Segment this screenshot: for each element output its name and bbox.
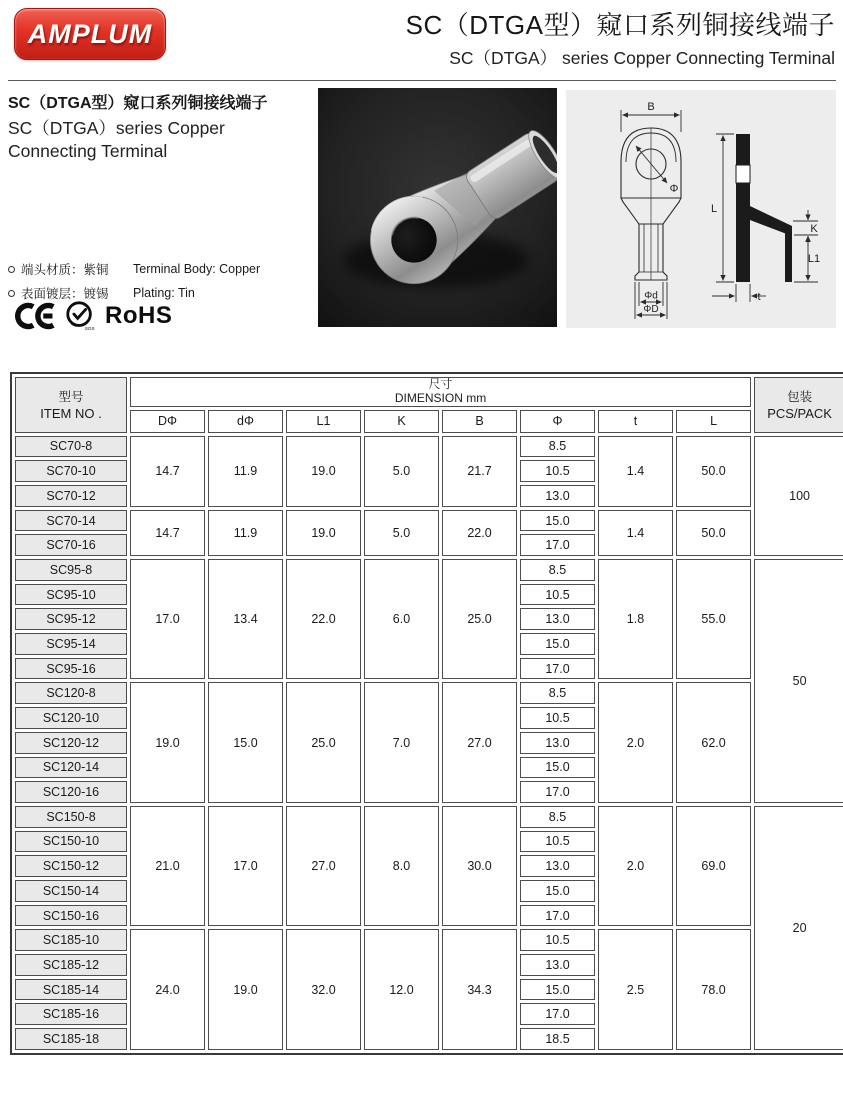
spec-zh: 端头材质：紫铜 xyxy=(21,263,109,277)
phi-cell: 10.5 xyxy=(520,460,595,482)
item-no-cell: SC70-14 xyxy=(15,510,127,532)
col-header-t: t xyxy=(598,410,673,433)
dimension-cell: 22.0 xyxy=(442,510,517,556)
phi-cell: 18.5 xyxy=(520,1028,595,1050)
dim-label-L1: L1 xyxy=(807,253,821,265)
spec-line-body xyxy=(8,260,308,278)
item-no-cell: SC150-14 xyxy=(15,880,127,902)
phi-cell: 15.0 xyxy=(520,633,595,655)
dimension-cell: 30.0 xyxy=(442,806,517,926)
ring-bullet-icon xyxy=(8,266,15,273)
spec-en: Plating: Tin xyxy=(133,286,195,300)
dimension-cell: 14.7 xyxy=(130,510,205,556)
phi-cell: 17.0 xyxy=(520,905,595,927)
col-header-dim-en: DIMENSION mm xyxy=(394,390,487,405)
col-header-L: L xyxy=(676,410,751,433)
item-no-cell: SC95-8 xyxy=(15,559,127,581)
product-photo xyxy=(318,88,557,327)
pack-cell: 100 xyxy=(754,436,843,556)
col-header-pack-zh: 包装 xyxy=(787,389,813,404)
table-row xyxy=(15,929,843,951)
dimension-cell: 34.3 xyxy=(442,929,517,1049)
spec-zh: 表面镀层：镀锡 xyxy=(21,287,109,301)
col-header-dphi: dΦ xyxy=(208,410,283,433)
phi-cell: 17.0 xyxy=(520,534,595,556)
item-no-cell: SC95-12 xyxy=(15,608,127,630)
thickness-cell: 1.8 xyxy=(598,559,673,679)
phi-cell: 10.5 xyxy=(520,707,595,729)
dimension-cell: 11.9 xyxy=(208,510,283,556)
length-cell: 55.0 xyxy=(676,559,751,679)
page-title-en: SC（DTGA） series Copper Connecting Terminal xyxy=(449,48,835,68)
dim-label-phiD: ΦD xyxy=(643,304,659,315)
col-header-pack xyxy=(754,377,843,433)
dimension-cell: 13.4 xyxy=(208,559,283,679)
item-no-cell: SC95-10 xyxy=(15,584,127,606)
dimension-cell: 27.0 xyxy=(286,806,361,926)
table-row xyxy=(15,682,843,704)
phi-cell: 10.5 xyxy=(520,584,595,606)
col-header-dim-zh: 尺寸 xyxy=(428,377,453,391)
dimension-cell: 21.7 xyxy=(442,436,517,507)
dimension-cell: 17.0 xyxy=(208,806,283,926)
thickness-cell: 2.0 xyxy=(598,806,673,926)
item-no-cell: SC70-8 xyxy=(15,436,127,458)
col-header-dimension xyxy=(130,377,751,407)
length-cell: 62.0 xyxy=(676,682,751,802)
dim-label-phid: Φd xyxy=(644,290,658,302)
dimension-cell: 21.0 xyxy=(130,806,205,926)
col-header-K: K xyxy=(364,410,439,433)
phi-cell: 15.0 xyxy=(520,880,595,902)
thickness-cell: 1.4 xyxy=(598,436,673,507)
item-no-cell: SC150-12 xyxy=(15,855,127,877)
pack-cell: 50 xyxy=(754,559,843,803)
dimension-cell: 25.0 xyxy=(442,559,517,679)
item-no-cell: SC185-10 xyxy=(15,929,127,951)
item-no-cell: SC120-10 xyxy=(15,707,127,729)
table-row xyxy=(15,436,843,458)
item-no-cell: SC150-16 xyxy=(15,905,127,927)
ring-bullet-icon xyxy=(8,290,15,297)
technical-diagram xyxy=(566,90,836,328)
dimension-cell: 24.0 xyxy=(130,929,205,1049)
product-name-en: SC（DTGA）series Copper Connecting Terminal xyxy=(8,118,225,161)
thickness-cell: 1.4 xyxy=(598,510,673,556)
product-name-zh: SC（DTGA型）窥口系列铜接线端子 xyxy=(8,95,268,112)
col-header-L1: L1 xyxy=(286,410,361,433)
dimension-cell: 6.0 xyxy=(364,559,439,679)
dimension-cell: 22.0 xyxy=(286,559,361,679)
item-no-cell: SC120-16 xyxy=(15,781,127,803)
item-no-cell: SC120-12 xyxy=(15,732,127,754)
item-no-cell: SC185-16 xyxy=(15,1003,127,1025)
dim-label-K: K xyxy=(810,223,818,235)
dimension-drawing xyxy=(566,90,836,328)
dim-label-L: L xyxy=(710,203,718,215)
header-divider xyxy=(8,80,836,81)
phi-cell: 15.0 xyxy=(520,757,595,779)
terminal-photo-illustration xyxy=(318,88,557,327)
length-cell: 78.0 xyxy=(676,929,751,1049)
table-row xyxy=(15,510,843,532)
pack-cell: 20 xyxy=(754,806,843,1050)
phi-cell: 13.0 xyxy=(520,485,595,507)
phi-cell: 17.0 xyxy=(520,1003,595,1025)
dim-label-B: B xyxy=(647,101,655,113)
phi-cell: 8.5 xyxy=(520,806,595,828)
dimension-cell: 12.0 xyxy=(364,929,439,1049)
phi-cell: 10.5 xyxy=(520,929,595,951)
dimension-cell: 19.0 xyxy=(286,510,361,556)
length-cell: 69.0 xyxy=(676,806,751,926)
dimension-cell: 27.0 xyxy=(442,682,517,802)
item-no-cell: SC120-14 xyxy=(15,757,127,779)
phi-cell: 8.5 xyxy=(520,436,595,458)
item-no-cell: SC95-14 xyxy=(15,633,127,655)
col-header-B: B xyxy=(442,410,517,433)
phi-cell: 10.5 xyxy=(520,831,595,853)
item-no-cell: SC150-8 xyxy=(15,806,127,828)
phi-cell: 13.0 xyxy=(520,855,595,877)
item-no-cell: SC95-16 xyxy=(15,658,127,680)
sgs-label: SGS xyxy=(84,326,95,332)
item-no-cell: SC70-12 xyxy=(15,485,127,507)
phi-cell: 13.0 xyxy=(520,732,595,754)
page-header xyxy=(406,5,835,70)
table-row xyxy=(15,806,843,828)
brand-logo xyxy=(14,8,166,60)
dimension-cell: 5.0 xyxy=(364,510,439,556)
col-header-item xyxy=(15,377,127,433)
dimension-cell: 19.0 xyxy=(130,682,205,802)
item-no-cell: SC120-8 xyxy=(15,682,127,704)
length-cell: 50.0 xyxy=(676,510,751,556)
phi-cell: 15.0 xyxy=(520,979,595,1001)
length-cell: 50.0 xyxy=(676,436,751,507)
dimension-cell: 8.0 xyxy=(364,806,439,926)
certification-row xyxy=(8,300,172,332)
brand-logo-text: AMPLUM xyxy=(27,18,153,49)
item-no-cell: SC150-10 xyxy=(15,831,127,853)
dimension-cell: 19.0 xyxy=(208,929,283,1049)
spec-en: Terminal Body: Copper xyxy=(133,262,261,276)
phi-cell: 13.0 xyxy=(520,608,595,630)
dimension-cell: 25.0 xyxy=(286,682,361,802)
thickness-cell: 2.5 xyxy=(598,929,673,1049)
dimension-cell: 5.0 xyxy=(364,436,439,507)
sgs-cert-icon xyxy=(64,300,96,332)
col-header-pack-en: PCS/PACK xyxy=(767,406,832,422)
page-title-zh: SC（DTGA型）窥口系列铜接线端子 xyxy=(405,10,835,40)
dimension-cell: 11.9 xyxy=(208,436,283,507)
dim-label-t: t xyxy=(757,291,761,303)
dimension-cell: 7.0 xyxy=(364,682,439,802)
phi-cell: 17.0 xyxy=(520,781,595,803)
dimension-cell: 15.0 xyxy=(208,682,283,802)
dimension-cell: 17.0 xyxy=(130,559,205,679)
item-no-cell: SC185-12 xyxy=(15,954,127,976)
product-intro xyxy=(8,90,308,163)
col-header-Dphi: DΦ xyxy=(130,410,205,433)
col-header-item-en: ITEM NO . xyxy=(40,406,102,422)
dimension-cell: 14.7 xyxy=(130,436,205,507)
col-header-phi: Φ xyxy=(520,410,595,433)
spec-table-body xyxy=(15,436,843,1050)
phi-cell: 15.0 xyxy=(520,510,595,532)
table-row xyxy=(15,559,843,581)
item-no-cell: SC185-18 xyxy=(15,1028,127,1050)
item-no-cell: SC70-16 xyxy=(15,534,127,556)
item-no-cell: SC185-14 xyxy=(15,979,127,1001)
ce-mark-icon xyxy=(8,300,55,332)
rohs-mark: RoHS xyxy=(105,302,173,329)
col-header-item-zh: 型号 xyxy=(58,389,84,404)
dim-label-phi: Φ xyxy=(669,183,679,195)
spec-table xyxy=(10,372,843,1055)
dimension-cell: 32.0 xyxy=(286,929,361,1049)
phi-cell: 8.5 xyxy=(520,682,595,704)
phi-cell: 13.0 xyxy=(520,954,595,976)
phi-cell: 17.0 xyxy=(520,658,595,680)
item-no-cell: SC70-10 xyxy=(15,460,127,482)
phi-cell: 8.5 xyxy=(520,559,595,581)
thickness-cell: 2.0 xyxy=(598,682,673,802)
dimension-cell: 19.0 xyxy=(286,436,361,507)
